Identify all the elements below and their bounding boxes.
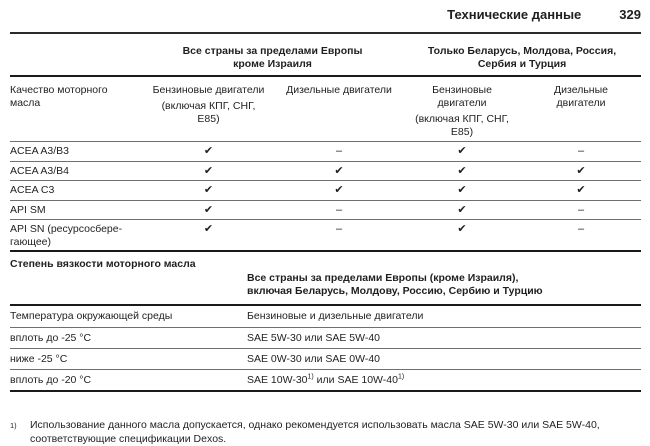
row-label: вплоть до -20 °C bbox=[10, 370, 247, 392]
value-cell: ✔ bbox=[403, 220, 521, 252]
value-cell: ✔ bbox=[142, 142, 275, 162]
value-cell: ✔ bbox=[142, 220, 275, 252]
value-cell: – bbox=[275, 220, 403, 252]
value-cell: ✔ bbox=[403, 181, 521, 201]
col-header-subtitle: (включая КПГ, СНГ, E85) bbox=[161, 100, 256, 125]
value-cell: SAE 10W-30$^{1)}$ или SAE 10W-40$^{1)}$ bbox=[247, 370, 641, 392]
viscosity-region-header: Все страны за пределами Европы (кроме Израиля), включая Беларусь, Молдову, Россию, Сербию и Турцию bbox=[247, 252, 641, 305]
value-cell: ✔ bbox=[521, 181, 641, 201]
value-cell: – bbox=[275, 200, 403, 220]
table-row-acea-a3b4 bbox=[10, 161, 641, 181]
value-cell: ✔ bbox=[403, 161, 521, 181]
value-cell: ✔ bbox=[403, 200, 521, 220]
row-label: ACEA A3/B4 bbox=[10, 161, 142, 181]
value-cell: – bbox=[521, 220, 641, 252]
value-cell: ✔ bbox=[142, 200, 275, 220]
value-cell: SAE 5W-30 или SAE 5W-40 bbox=[247, 328, 641, 349]
viscosity-header-row bbox=[10, 252, 641, 305]
viscosity-table bbox=[10, 252, 641, 392]
group-header-line: кроме Израиля bbox=[233, 58, 312, 70]
row-label: вплоть до -25 °C bbox=[10, 328, 247, 349]
col-header-diesel-cis: Дизельные двигатели bbox=[521, 76, 641, 142]
value-cell: SAE 0W-30 или SAE 0W-40 bbox=[247, 349, 641, 370]
table-row-below-minus25 bbox=[10, 349, 641, 370]
value-cell: Бензиновые и дизельные двигатели bbox=[247, 305, 641, 328]
temperature-header-row bbox=[10, 305, 641, 328]
group-header-outside-europe bbox=[142, 34, 403, 76]
footnote bbox=[10, 418, 641, 446]
row-label: ACEA A3/B3 bbox=[10, 142, 142, 162]
col-header-subtitle: (включая КПГ, СНГ, E85) bbox=[415, 113, 509, 138]
value-cell: – bbox=[521, 200, 641, 220]
col-header-petrol-outside: Бензиновые двигатели (включая КПГ, СНГ, E85) bbox=[142, 76, 275, 142]
footnote-ref: 1) bbox=[397, 373, 405, 381]
page-number: 329 bbox=[619, 7, 641, 22]
group-header-row bbox=[10, 34, 641, 76]
page-header bbox=[10, 0, 641, 22]
footnote-text: Использование данного масла допускается, однако рекомендуется использовать масла SAE 5W-30 или SAE 5W-40, соответствующие спецификации Dexos. bbox=[30, 419, 600, 445]
corner-spacer bbox=[10, 34, 142, 76]
value-cell: ✔ bbox=[142, 161, 275, 181]
footnote-ref: 1) bbox=[307, 373, 314, 381]
value-cell: ✔ bbox=[521, 161, 641, 181]
value-cell: ✔ bbox=[403, 142, 521, 162]
page-title: Технические данные bbox=[447, 7, 582, 22]
value-cell: – bbox=[521, 142, 641, 162]
group-header-cis bbox=[403, 34, 641, 76]
col-header-diesel-outside: Дизельные двигатели bbox=[275, 76, 403, 142]
value-cell: ✔ bbox=[275, 161, 403, 181]
row-label: API SM bbox=[10, 200, 142, 220]
group-header-line: Все страны за пределами Европы bbox=[182, 45, 363, 57]
table-row-acea-c3 bbox=[10, 181, 641, 201]
value-cell: ✔ bbox=[142, 181, 275, 201]
row-label: ниже -25 °C bbox=[10, 349, 247, 370]
table-row-api-sn bbox=[10, 220, 641, 252]
row-label: API SN (ресурсосбере- гающее) bbox=[10, 220, 142, 252]
viscosity-section-title: Степень вязкости моторного масла bbox=[10, 258, 196, 270]
group-header-line: Сербия и Турция bbox=[477, 58, 567, 70]
table-row-api-sm bbox=[10, 200, 641, 220]
viscosity-section-title-cell bbox=[10, 252, 247, 305]
col-header-petrol-cis: Бензиновые двигатели (включая КПГ, СНГ, E85) bbox=[403, 76, 521, 142]
value-cell: – bbox=[275, 142, 403, 162]
value-cell: ✔ bbox=[275, 181, 403, 201]
column-header-row bbox=[10, 76, 641, 142]
oil-quality-table bbox=[10, 34, 641, 252]
table-row-to-minus25 bbox=[10, 328, 641, 349]
corner-header-oil-quality: Качество моторного масла bbox=[10, 76, 142, 142]
row-label: Температура окружающей среды bbox=[10, 305, 247, 328]
table-row-to-minus20 bbox=[10, 370, 641, 392]
table-row-acea-a3b3 bbox=[10, 142, 641, 162]
row-label: ACEA C3 bbox=[10, 181, 142, 201]
group-header-line: Только Беларусь, Молдова, Россия, bbox=[427, 45, 617, 57]
footnote-marker: 1) bbox=[10, 421, 17, 430]
